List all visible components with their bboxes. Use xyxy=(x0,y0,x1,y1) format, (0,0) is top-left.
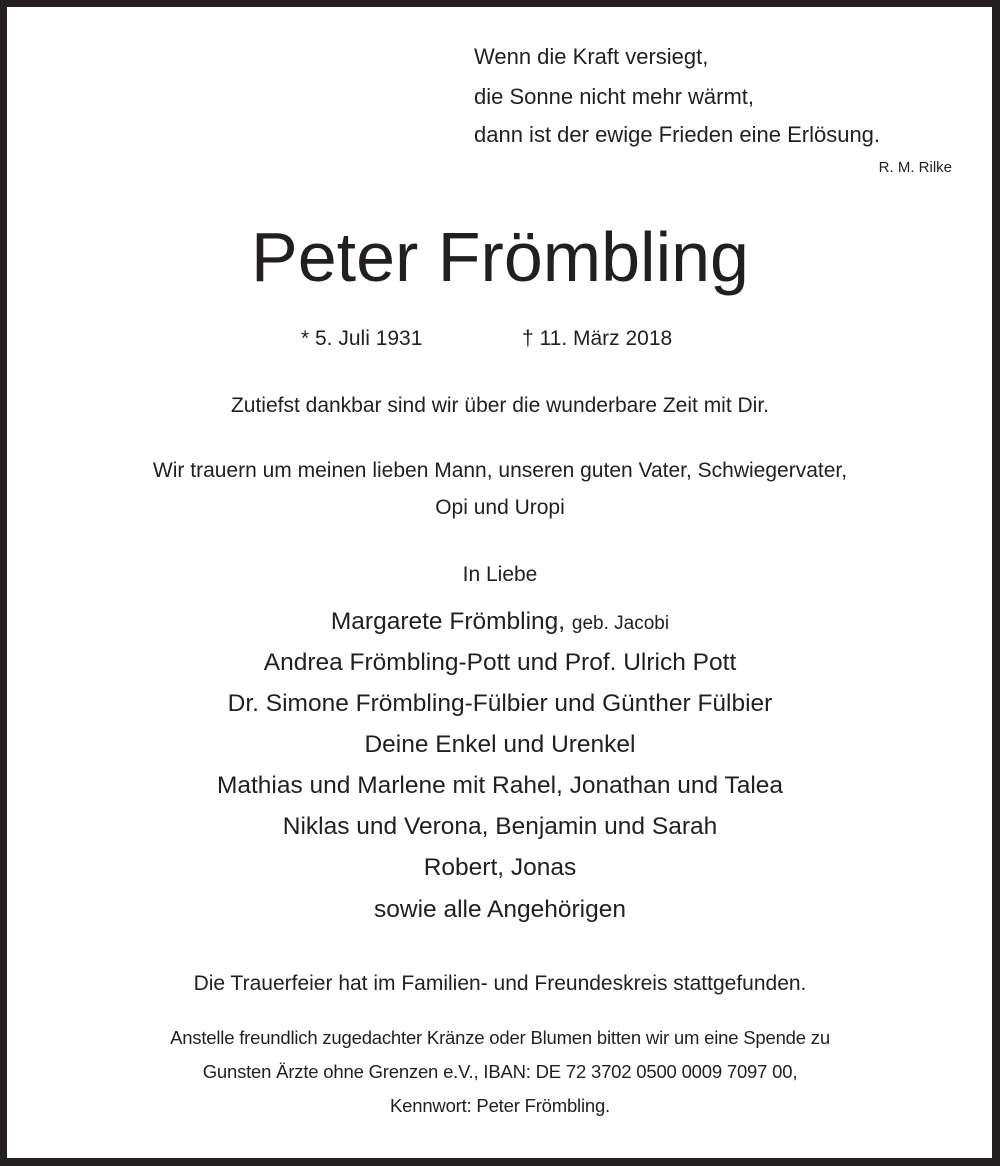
family-member-name: Margarete Frömbling, xyxy=(330,608,566,635)
quote-line: die Sonne nicht mehr wärmt, xyxy=(474,84,755,109)
mourning-text: Wir trauern um meinen lieben Mann, unseren guten Vater, Schwiegervater, xyxy=(152,459,848,482)
quote-author: R. M. Rilke xyxy=(878,159,952,176)
family-member: Mathias und Marlene mit Rahel, Jonathan und Talea xyxy=(216,772,784,799)
donation-text: Anstelle freundlich zugedachter Kränze oder Blumen bitten wir um eine Spende zu xyxy=(170,1027,830,1048)
family-member: Niklas und Verona, Benjamin und Sarah xyxy=(282,813,718,840)
family-member: Robert, Jonas xyxy=(423,854,577,881)
donation-text: Gunsten Ärzte ohne Grenzen e.V., IBAN: DE 72 3702 0500 0009 7097 00, xyxy=(202,1061,798,1082)
death-date: † 11. März 2018 xyxy=(522,327,673,350)
gratitude-text: Zutiefst dankbar sind wir über die wunderbare Zeit mit Dir. xyxy=(230,394,770,417)
quote-line: Wenn die Kraft versiegt, xyxy=(474,44,709,69)
funeral-note: Die Trauerfeier hat im Familien- und Freundeskreis stattgefunden. xyxy=(193,972,807,995)
quote-line: dann ist der ewige Frieden eine Erlösung. xyxy=(474,122,881,147)
family-member: sowie alle Angehörigen xyxy=(374,896,626,923)
family-member: Dr. Simone Frömbling-Fülbier und Günther Fülbier xyxy=(227,690,773,717)
family-member: Deine Enkel und Urenkel xyxy=(364,731,636,758)
birth-date: * 5. Juli 1931 xyxy=(301,327,423,350)
mourning-text: Opi und Uropi xyxy=(435,496,565,519)
family-member: Andrea Frömbling-Pott und Prof. Ulrich Pott xyxy=(263,649,737,676)
in-love-text: In Liebe xyxy=(462,563,538,586)
donation-text: Kennwort: Peter Frömbling. xyxy=(390,1095,610,1116)
family-member xyxy=(0,610,1000,635)
maiden-name: geb. Jacobi xyxy=(571,613,670,634)
deceased-name: Peter Frömbling xyxy=(251,218,749,296)
